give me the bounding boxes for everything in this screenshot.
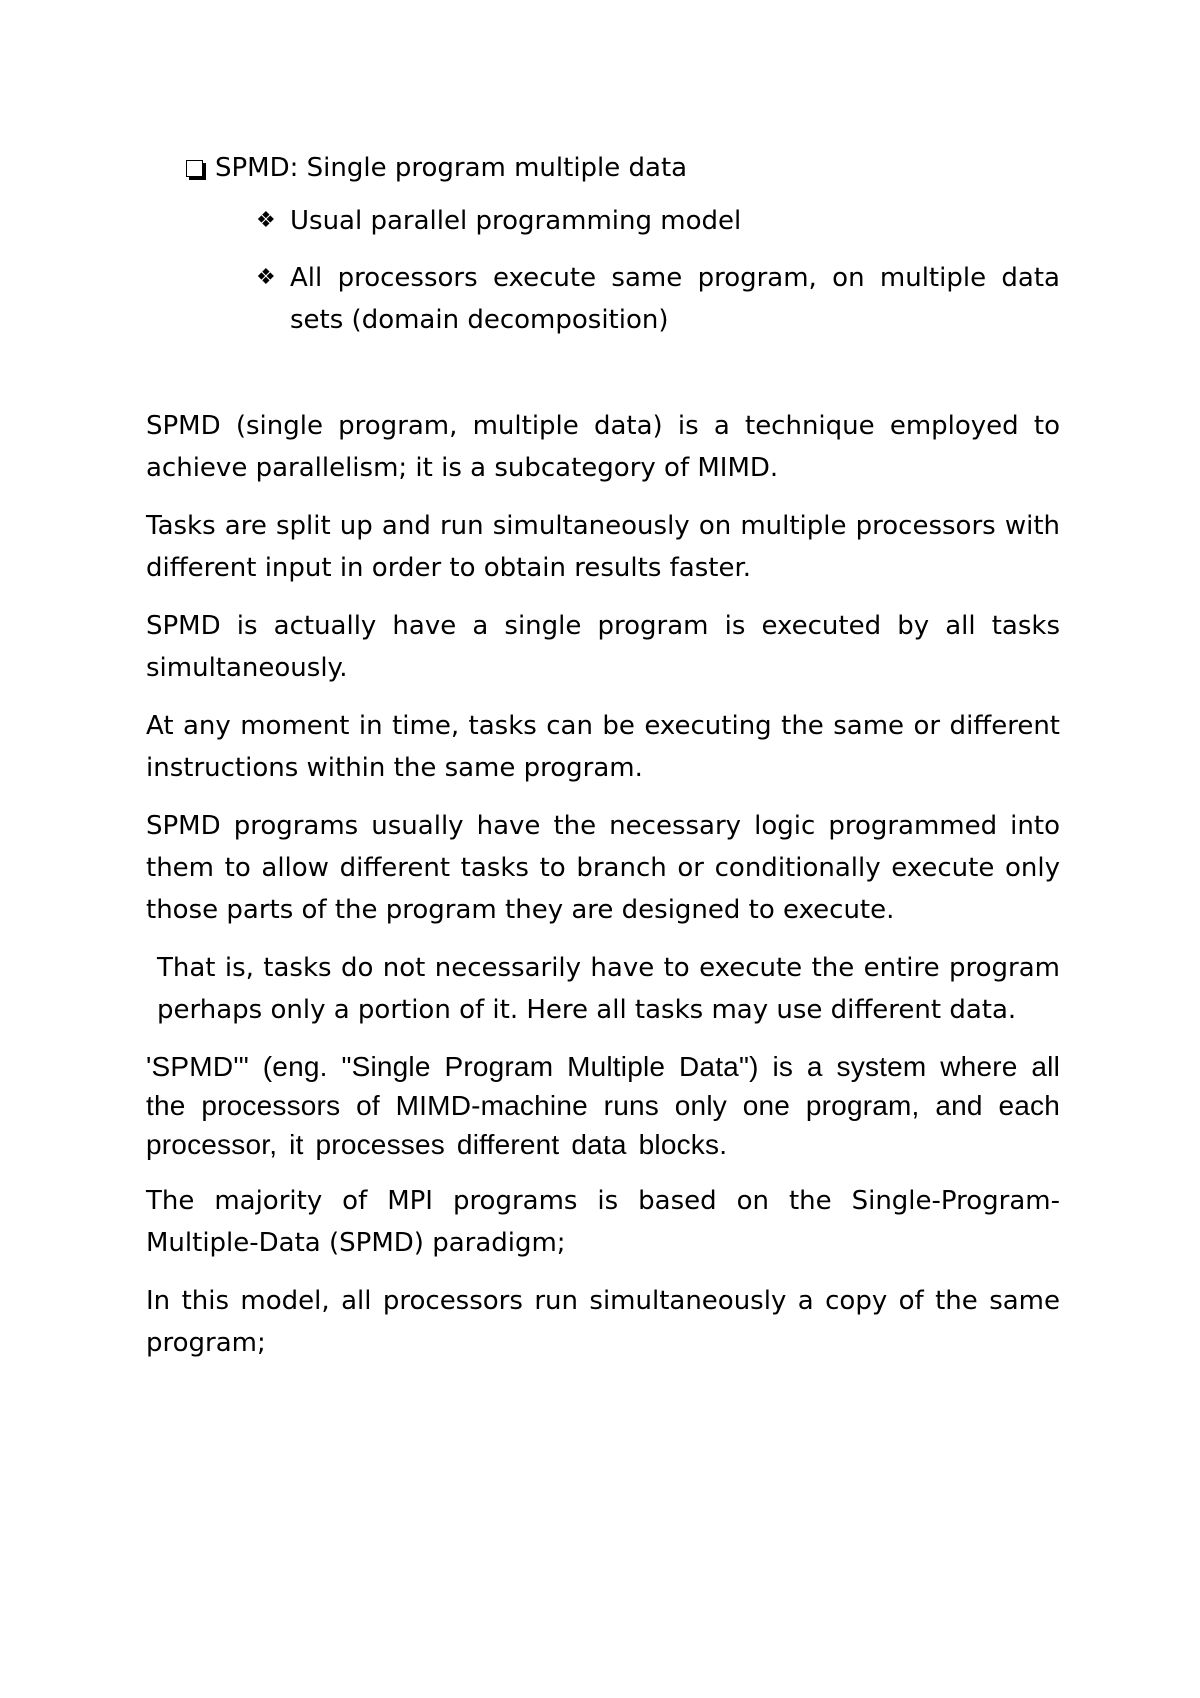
section-heading-text: SPMD: Single program multiple data bbox=[215, 153, 688, 183]
bullet-list bbox=[146, 200, 1060, 341]
paragraph-spmd-definition: SPMD (single program, multiple data) is a technique employed to achieve parallelism; it is a subcategory of MIMD. bbox=[146, 411, 1060, 483]
paragraph-single-program: SPMD is actually have a single program is executed by all tasks simultaneously. bbox=[146, 611, 1060, 683]
paragraph-mpi-majority: The majority of MPI programs is based on the Single-Program-Multiple-Data (SPMD) paradigm; bbox=[146, 1186, 1060, 1258]
diamond-bullet-icon: ❖ bbox=[256, 265, 276, 290]
section-heading bbox=[186, 143, 1060, 193]
paragraph-tasks-split: Tasks are split up and run simultaneously on multiple processors with different input in order to obtain results faster. bbox=[146, 511, 1060, 583]
paragraph-model-copy: In this model, all processors run simultaneously a copy of the same program; bbox=[146, 1286, 1060, 1358]
paragraph-any-moment: At any moment in time, tasks can be executing the same or different instructions within the same program. bbox=[146, 711, 1060, 783]
list-item bbox=[256, 200, 1060, 242]
checkbox-icon bbox=[186, 160, 203, 177]
list-item bbox=[256, 257, 1060, 341]
paragraph-that-is: That is, tasks do not necessarily have to execute the entire program perhaps only a portion of it. Here all tasks may use different data. bbox=[157, 953, 1060, 1025]
diamond-bullet-icon: ❖ bbox=[256, 208, 276, 233]
list-item-text: Usual parallel programming model bbox=[290, 206, 742, 236]
document-content bbox=[146, 143, 1060, 1380]
paragraph-spmd-system: 'SPMD'" (eng. "Single Program Multiple Data") is a system where all the processors of MIMD-machine runs only one program, and each processor, it processes different data blocks. bbox=[146, 1051, 1060, 1160]
list-item-text: All processors execute same program, on multiple data sets (domain decomposition) bbox=[290, 263, 1060, 335]
paragraph-necessary-logic: SPMD programs usually have the necessary logic programmed into them to allow different tasks to branch or conditionally execute only those parts of the program they are designed to execute. bbox=[146, 811, 1060, 925]
